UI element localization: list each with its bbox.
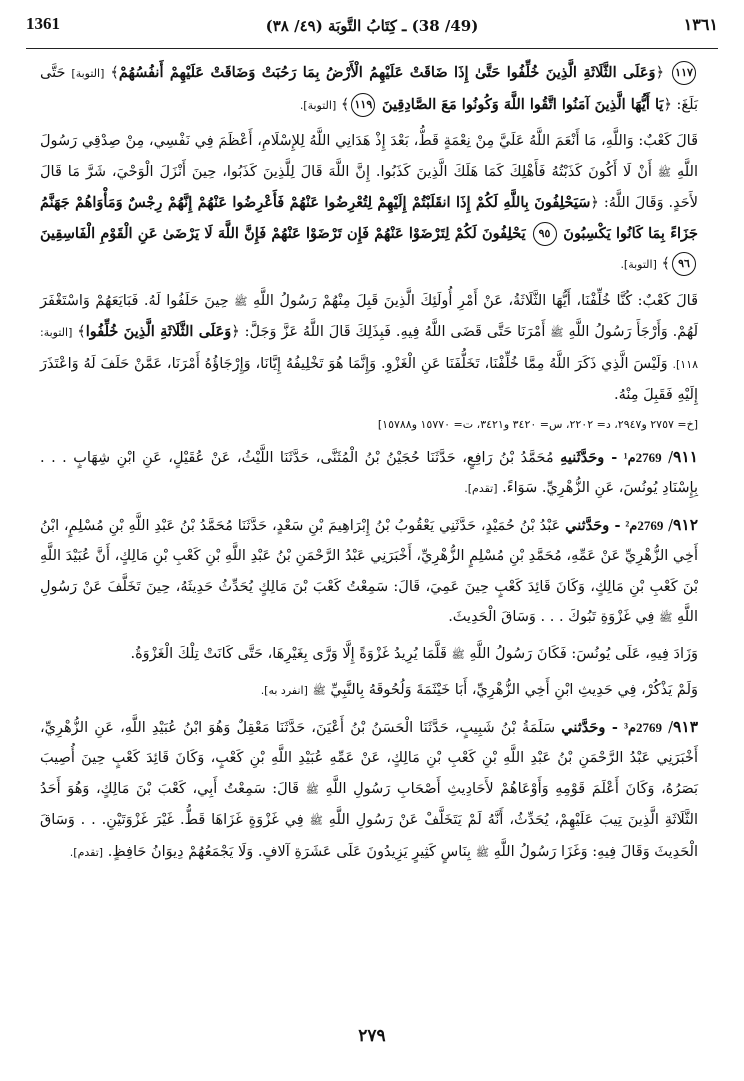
takhrij-reference: [خ= ٢٧٥٧ و٢٩٤٧، د= ٢٢٠٢، س= ٣٤٢٠ و٣٤٢١، ت= ١٥٧٧٠ و١٥٧٨٨] [377,417,698,431]
salla-symbol: ﷺ [312,684,326,697]
narration-paragraph: قَالَ كَعْبٌ: كُنَّا خُلِّفْنَا، أَيُّهَا الثَّلَاثَةُ، عَنْ أَمْرِ أُولَئِكَ الَّذِينَ قَبِلَ مِنْهُمْ رَسُولُ اللَّهِ ﷺ حِينَ حَلَفُوا لَهُ. فَبَايَعَهُمْ وَاسْتَغْفَرَ لَهُمْ. وَأَرْجَأَ رَسُولُ اللَّهِ ﷺ أَمْرَنَا حَتَّى قَضَى اللَّهُ فِيهِ. فَبِذَلِكَ قَالَ اللَّهُ عَزَّ وَجَلَّ: ﴿وَعَلَى الثَّلَاثَةِ الَّذِينَ خُلِّفُوا﴾ [التوبة: ١١٨]. وَلَيْسَ الَّذِي ذَكَرَ اللَّهُ مِمَّا خُلِّفْنَا، تَخَلُّفَنَا عَنِ الْغَزْوِ. وَإِنَّمَا هُوَ تَخْلِيفُهُ إِيَّانَا، وَإِرْجَاؤُهُ أَمْرَنَا، عَمَّنْ حَلَفَ لَهُ وَاعْتَذَرَ إِلَيْهِ فَقَبِلَ مِنْهُ. [40,292,699,403]
quran-quote: وَعَلَى الثَّلَاثَةِ الَّذِينَ خُلِّفُوا حَتَّىٰ إِذَا ضَاقَتْ عَلَيْهِمُ الْأَرْضُ بِمَا رَحُبَتْ وَضَاقَتْ عَلَيْهِمْ أَنفُسُهُمْ [118,64,656,81]
narration-text: حِينَ حَلَفُوا لَهُ. فَبَايَعَهُمْ وَاسْتَغْفَرَ لَهُمْ. وَأَرْجَأَ رَسُولُ اللَّهِ [40,292,699,340]
narration-text: وَلَيْسَ الَّذِي ذَكَرَ اللَّهُ مِمَّا خُلِّفْنَا، تَخَلُّفَنَا عَنِ الْغَزْوِ. وَإِنَّمَا هُوَ تَخْلِيفُهُ إِيَّانَا، وَإِرْجَاؤُهُ أَمْرَنَا، عَمَّنْ حَلَفَ لَهُ وَاعْتَذَرَ إِلَيْهِ فَقَبِلَ مِنْهُ. [40,355,698,403]
quran-quote: يَحْلِفُونَ لَكُمْ لِتَرْضَوْا عَنْهُمْ فَإِن تَرْضَوْا عَنْهُمْ فَإِنَّ اللَّهَ لَا يَرْضَىٰ عَنِ الْقَوْمِ الْفَاسِقِينَ [40,224,526,242]
hadith-text: عَبْدُ بْنُ حُمَيْدٍ، حَدَّثَنِي يَعْقُوبُ بْنُ إِبْرَاهِيمَ بْنِ سَعْدٍ، حَدَّثَنَا مُحَمَّدُ بْنُ عَبْدِ اللَّهِ بْنِ مُسْلِمٍ، ابْنُ أَخِي الزُّهْرِيِّ عَنْ عَمِّهِ، مُحَمَّدِ بْنِ مُسْلِمٍ الزُّهْرِيِّ، أَخْبَرَنِي عَبْدُ الرَّحْمَنِ بْنُ عَبْدِ اللَّهِ بْنِ كَعْبِ بْنِ مَالِكٍ، أَنَّ عُبَيْدَ اللَّهِ بْنَ كَعْبِ بْنِ مَالِكٍ، وَكَانَ قَائِدَ كَعْبٍ حِينَ عَمِيَ، قَالَ: سَمِعْتُ كَعْبَ بْنَ مَالِكٍ يُحَدِّثُ حَدِيثَهُ، حِينَ تَخَلَّفَ عَنْ رَسُولِ اللَّهِ [40,517,698,625]
intro-verses: ١١٧ ﴿وَعَلَى الثَّلَاثَةِ الَّذِينَ خُلِّفُوا حَتَّىٰ إِذَا ضَاقَتْ عَلَيْهِمُ الْأَرْضُ بِمَا رَحُبَتْ وَضَاقَتْ عَلَيْهِمْ أَنفُسُهُمْ﴾ [التوبة] حَتَّى بَلَغَ: ﴿يَا أَيُّهَا الَّذِينَ آمَنُوا اتَّقُوا اللَّهَ وَكُونُوا مَعَ الصَّادِقِينَ ١١٩﴾ [التوبة]. [40,58,698,121]
hadith-number: ٩١١ [673,446,698,466]
hadith-entry: ٩١٣/ 2769م³ - وحَدَّثني سَلَمَةُ بْنُ شَبِيبٍ، حَدَّثَنَا الْحَسَنُ بْنُ أَعْيَنَ، حَدَّثَنَا مَعْقِلٌ وَهُوَ ابْنُ عُبَيْدِ اللَّهِ، عَنِ الزُّهْرِيِّ، أَخْبَرَنِي عَبْدُ الرَّحْمَنِ بْنُ عَبْدِ اللَّهِ بْنِ كَعْبِ بْنِ مَالِكٍ، عَنْ عَمِّهِ عُبَيْدِ اللَّهِ بْنِ كَعْبٍ، وَكَانَ قَائِدَ كَعْبٍ حِينَ أُصِيبَ بَصَرُهُ، وَكَانَ أَعْلَمَ قَوْمِهِ وَأَوْعَاهُمْ لأَحَادِيثِ أَصْحَابِ رَسُولِ اللَّهِ ﷺ قَالَ: سَمِعْتُ أَبِي، كَعْبَ بْنَ مَالِكٍ، وَهُوَ أَحَدُ الثَّلَاثَةِ الَّذِينَ تِيبَ عَلَيْهِمْ، يُحَدِّثُ، أَنَّهُ لَمْ يَتَخَلَّفْ عَنْ رَسُولِ اللَّهِ ﷺ فِي غَزْوَةٍ غَزَاهَا قَطُّ. غَيْرَ غَزْوَتَيْنِ. . . وَسَاقَ الْحَدِيثَ وَقَالَ فِيهِ: وَغَزَا رَسُولُ اللَّهِ ﷺ بِنَاسٍ كَثِيرٍ يَزِيدُونَ عَلَى عَشَرَةِ آلافٍ. وَلَا يَجْمَعُهُمْ دِيوَانُ حَافِظٍ. [تقدم]. [40,716,699,860]
salla-symbol: ﷺ [475,845,489,859]
hadith-number: ٩١٣ [673,716,699,736]
verse-number-badge: ١١٩ [351,93,375,117]
hadith-text: فِي غَزْوَةٍ غَزَاهَا قَطُّ. غَيْرَ غَزْوَتَيْنِ. . . وَسَاقَ الْحَدِيثَ وَقَالَ فِيهِ: وَغَزَا رَسُولُ اللَّهِ [40,812,698,860]
verse-number-badge: ٩٥ [533,222,557,246]
narration-text: قَالَ كَعْبٌ: وَاللَّهِ، مَا أَنْعَمَ اللَّهُ عَلَيَّ مِنْ نِعْمَةٍ قَطُّ، بَعْدَ إِذْ هَدَانِي اللَّهُ لِلإِسْلَامِ، أَعْظَمَ فِي نَفْسِي، مِنْ صِدْقِي رَسُولَ اللَّهِ [40,133,698,180]
hadith-text: قَالَ: سَمِعْتُ أَبِي، كَعْبَ بْنَ مَالِكٍ، وَهُوَ أَحَدُ الثَّلَاثَةِ الَّذِينَ تِيبَ عَلَيْهِمْ، يُحَدِّثُ، أَنَّهُ لَمْ يَتَخَلَّفْ عَنْ رَسُولِ اللَّهِ [40,780,699,828]
surah-reference: [التوبة]. [620,258,657,271]
hadith-ref: [انفرد به]. [260,684,308,697]
footer-page-number: ٢٧٩ [358,1026,386,1046]
hadith-text: فِي غَزْوَةِ تَبُوكَ . . . وَسَاقَ الْحَدِيثَ. [448,609,655,625]
page-number-arabic: ١٣٦١ [683,15,718,34]
narration-text: أَنْ لَا أَكُونَ كَذَبْتُهُ فَأَهْلِكَ كَمَا هَلَكَ الَّذِينَ كَذَبُوا. إِنَّ اللَّهَ قَالَ لِلَّذِينَ كَذَبُوا، حِينَ أَنْزَلَ الْوَحْيَ، شَرَّ مَا قَالَ لأَحَدٍ. وَقَالَ اللَّهُ: [40,163,698,211]
hadith-addition [40,675,698,707]
page-body [40,58,698,873]
hadith-entry: ٩١١/ 2769م¹ - وحَدَّثَنيهِ مُحَمَّدُ بْنُ رَافِعٍ، حَدَّثَنَا حُجَيْنُ بْنُ الْمُثَنَّى، حَدَّثَنَا اللَّيْثُ، عَنْ عُقَيْلٍ، عَنِ ابْنِ شِهَابٍ . . . بِإِسْنَادِ يُونُسَ، عَنِ الزُّهْرِيِّ. سَوَاءً. [تقدم]. [40,446,698,496]
verse-number-badge: ١١٧ [672,61,696,85]
hadith-text: بِنَاسٍ كَثِيرٍ يَزِيدُونَ عَلَى عَشَرَةِ آلافٍ. وَلَا يَجْمَعُهُمْ دِيوَانُ حَافِظٍ. [107,843,472,860]
salla-symbol: ﷺ [550,326,564,339]
hadith-lead: - وحَدَّثَنيهِ [560,448,618,466]
transition-text: حَتَّى بَلَغَ: [40,65,698,113]
hadith-number: ٩١٢ [673,514,699,534]
hadith-text: سَلَمَةُ بْنُ شَبِيبٍ، حَدَّثَنَا الْحَسَنُ بْنُ أَعْيَنَ، حَدَّثَنَا مَعْقِلٌ وَهُوَ ابْنُ عُبَيْدِ اللَّهِ، عَنِ الزُّهْرِيِّ، أَخْبَرَنِي عَبْدُ الرَّحْمَنِ بْنُ عَبْدِ اللَّهِ بْنِ كَعْبِ بْنِ مَالِكٍ، عَنْ عَمِّهِ عُبَيْدِ اللَّهِ بْنِ كَعْبٍ، وَكَانَ قَائِدَ كَعْبٍ حِينَ أُصِيبَ بَصَرُهُ، وَكَانَ أَعْلَمَ قَوْمِهِ وَأَوْعَاهُمْ لأَحَادِيثِ أَصْحَابِ رَسُولِ اللَّهِ [40,719,699,797]
quran-quote: سَيَحْلِفُونَ بِاللَّهِ لَكُمْ إِذَا انقَلَبْتُمْ إِلَيْهِمْ لِتُعْرِضُوا عَنْهُمْ فَأَعْرِضُوا عَنْهُمْ إِنَّهُمْ رِجْسٌ وَمَأْوَاهُمْ جَهَنَّمُ جَزَاءً بِمَا كَانُوا يَكْسِبُونَ [40,194,699,242]
salla-symbol: ﷺ [309,814,323,827]
salla-symbol: ﷺ [305,782,319,796]
hadith-mark: 2769م¹ [623,449,662,465]
page-header [26,10,718,49]
hadith-lead: - وحَدَّثني [565,516,621,534]
hadith-text: وَلَمْ يَذْكُرْ، فِي حَدِيثِ ابْنِ أَخِي الزُّهْرِيِّ، أَبَا خَيْثَمَةَ وَلُحُوقَهُ بِالنَّبِيِّ [330,682,698,698]
hadith-text: قَلَّمَا يُرِيدُ غَزْوَةً إِلَّا وَرَّى بِغَيْرِهَا، حَتَّى كَانَتْ تِلْكَ الْغَزْوَةُ. [130,645,447,662]
verse-number-badge: ٩٦ [672,252,696,276]
hadith-text: وَزَادَ فِيهِ، عَلَى يُونُسَ: فَكَانَ رَسُولُ اللَّهِ [469,645,698,662]
hadith-addition [40,639,698,671]
running-title: (49/ 38) ـ كِتَابُ التَّوبَة (٤٩/ ٣٨) [265,17,479,35]
salla-symbol: ﷺ [234,294,248,308]
surah-reference: [التوبة]. [299,98,337,112]
hadith-mark: 2769م³ [624,719,663,735]
page-number-latin: 1361 [26,14,60,33]
narration-text: قَالَ كَعْبٌ: كُنَّا خُلِّفْنَا، أَيُّهَا الثَّلَاثَةُ، عَنْ أَمْرِ أُولَئِكَ الَّذِينَ قَبِلَ مِنْهُمْ رَسُولُ اللَّهِ [252,292,699,309]
hadith-entry: ٩١٢/ 2769م² - وحَدَّثني عَبْدُ بْنُ حُمَيْدٍ، حَدَّثَنِي يَعْقُوبُ بْنُ إِبْرَاهِيمَ بْنِ سَعْدٍ، حَدَّثَنَا مُحَمَّدُ بْنُ عَبْدِ اللَّهِ بْنِ مُسْلِمٍ، ابْنُ أَخِي الزُّهْرِيِّ عَنْ عَمِّهِ، مُحَمَّدِ بْنِ مُسْلِمٍ الزُّهْرِيِّ، أَخْبَرَنِي عَبْدُ الرَّحْمَنِ بْنُ عَبْدِ اللَّهِ بْنِ كَعْبِ بْنِ مَالِكٍ، أَنَّ عُبَيْدَ اللَّهِ بْنَ كَعْبِ بْنِ مَالِكٍ، وَكَانَ قَائِدَ كَعْبٍ حِينَ عَمِيَ، قَالَ: سَمِعْتُ كَعْبَ بْنَ مَالِكٍ يُحَدِّثُ حَدِيثَهُ، حِينَ تَخَلَّفَ عَنْ رَسُولِ اللَّهِ ﷺ فِي غَزْوَةِ تَبُوكَ . . . وَسَاقَ الْحَدِيثَ. [40,514,699,625]
narration-text: أَمْرَنَا حَتَّى قَضَى اللَّهُ فِيهِ. فَبِذَلِكَ قَالَ اللَّهُ عَزَّ وَجَلَّ: [244,324,546,340]
hadith-lead: - وحَدَّثني [561,718,618,736]
narration-paragraph: قَالَ كَعْبٌ: وَاللَّهِ، مَا أَنْعَمَ اللَّهُ عَلَيَّ مِنْ نِعْمَةٍ قَطُّ، بَعْدَ إِذْ هَدَانِي اللَّهُ لِلإِسْلَامِ، أَعْظَمَ فِي نَفْسِي، مِنْ صِدْقِي رَسُولَ اللَّهِ ﷺ أَنْ لَا أَكُونَ كَذَبْتُهُ فَأَهْلِكَ كَمَا هَلَكَ الَّذِينَ كَذَبُوا. إِنَّ اللَّهَ قَالَ لِلَّذِينَ كَذَبُوا، حِينَ أَنْزَلَ الْوَحْيَ، شَرَّ مَا قَالَ لأَحَدٍ. وَقَالَ اللَّهُ: ﴿سَيَحْلِفُونَ بِاللَّهِ لَكُمْ إِذَا انقَلَبْتُمْ إِلَيْهِمْ لِتُعْرِضُوا عَنْهُمْ فَأَعْرِضُوا عَنْهُمْ إِنَّهُمْ رِجْسٌ وَمَأْوَاهُمْ جَهَنَّمُ جَزَاءً بِمَا كَانُوا يَكْسِبُونَ ٩٥ يَحْلِفُونَ لَكُمْ لِتَرْضَوْا عَنْهُمْ فَإِن تَرْضَوْا عَنْهُمْ فَإِنَّ اللَّهَ لَا يَرْضَىٰ عَنِ الْقَوْمِ الْفَاسِقِينَ ٩٦﴾ [التوبة]. [40,126,698,281]
salla-symbol: ﷺ [451,647,465,661]
hadith-ref: [تقدم]. [69,845,104,859]
hadith-text: مُحَمَّدُ بْنُ رَافِعٍ، حَدَّثَنَا حُجَيْنُ بْنُ الْمُثَنَّى، حَدَّثَنَا اللَّيْثُ، عَنْ عُقَيْلٍ، عَنِ ابْنِ شِهَابٍ . . . بِإِسْنَادِ يُونُسَ، عَنِ الزُّهْرِيِّ. سَوَاءً. [40,449,698,496]
surah-reference: [التوبة] [71,67,105,80]
salla-symbol: ﷺ [659,611,673,624]
surah-reference: [التوبة: ١١٨]. [40,326,699,371]
hadith-mark: 2769م² [625,517,664,533]
hadith-ref: [تقدم]. [464,482,498,495]
quran-quote: وَعَلَى الثَّلَاثَةِ الَّذِينَ خُلِّفُوا [85,323,232,340]
quran-quote: يَا أَيُّهَا الَّذِينَ آمَنُوا اتَّقُوا اللَّهَ وَكُونُوا مَعَ الصَّادِقِينَ [381,95,664,113]
salla-symbol: ﷺ [657,165,672,179]
